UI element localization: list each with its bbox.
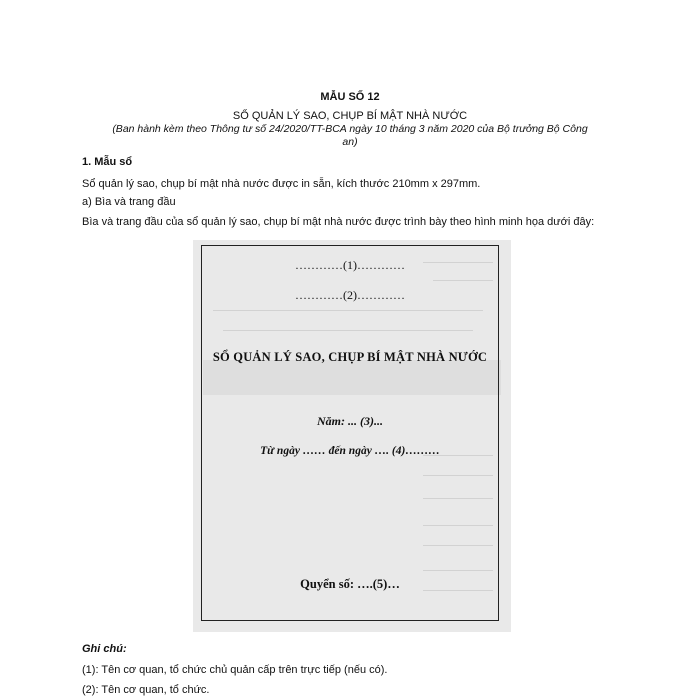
form-subtitle: SỔ QUẢN LÝ SAO, CHỤP BÍ MẬT NHÀ NƯỚC <box>232 110 468 122</box>
note-2: (2): Tên cơ quan, tổ chức. <box>82 684 210 696</box>
item-a-heading: a) Bìa và trang đầu <box>82 196 176 208</box>
cover-date-range: Từ ngày …… đến ngày …. (4)……… <box>260 445 440 457</box>
paragraph-size: Sổ quản lý sao, chụp bí mật nhà nước được in sẵn, kích thước 210mm x 297mm. <box>82 178 481 190</box>
issued-note <box>70 123 630 149</box>
cover-year: Năm: ... (3)... <box>317 414 383 428</box>
issued-note-line-1: (Ban hành kèm theo Thông tư số 24/2020/TT-BCA ngày 10 tháng 3 năm 2020 của Bộ trưởng Bộ Công <box>112 123 588 135</box>
form-title: MẪU SỐ 12 <box>320 91 380 103</box>
cover-frame <box>201 245 499 621</box>
cover-agency-placeholder: …………(2)………… <box>295 288 405 302</box>
issued-note-line-2: an) <box>342 136 358 148</box>
note-1: (1): Tên cơ quan, tổ chức chủ quản cấp trên trực tiếp (nếu có). <box>82 664 388 676</box>
section-heading: 1. Mẫu sổ <box>82 156 133 168</box>
notes-heading: Ghi chú: <box>82 643 127 655</box>
cover-scan-image <box>193 240 511 632</box>
cover-book-number: Quyển số: ….(5)… <box>300 577 400 591</box>
cover-title: SỔ QUẢN LÝ SAO, CHỤP BÍ MẬT NHÀ NƯỚC <box>212 350 488 364</box>
cover-parent-agency-placeholder: …………(1)………… <box>295 258 405 272</box>
paragraph-illustration: Bìa và trang đầu của sổ quản lý sao, chụp bí mật nhà nước được trình bày theo hình minh họa dưới đây: <box>82 216 595 228</box>
